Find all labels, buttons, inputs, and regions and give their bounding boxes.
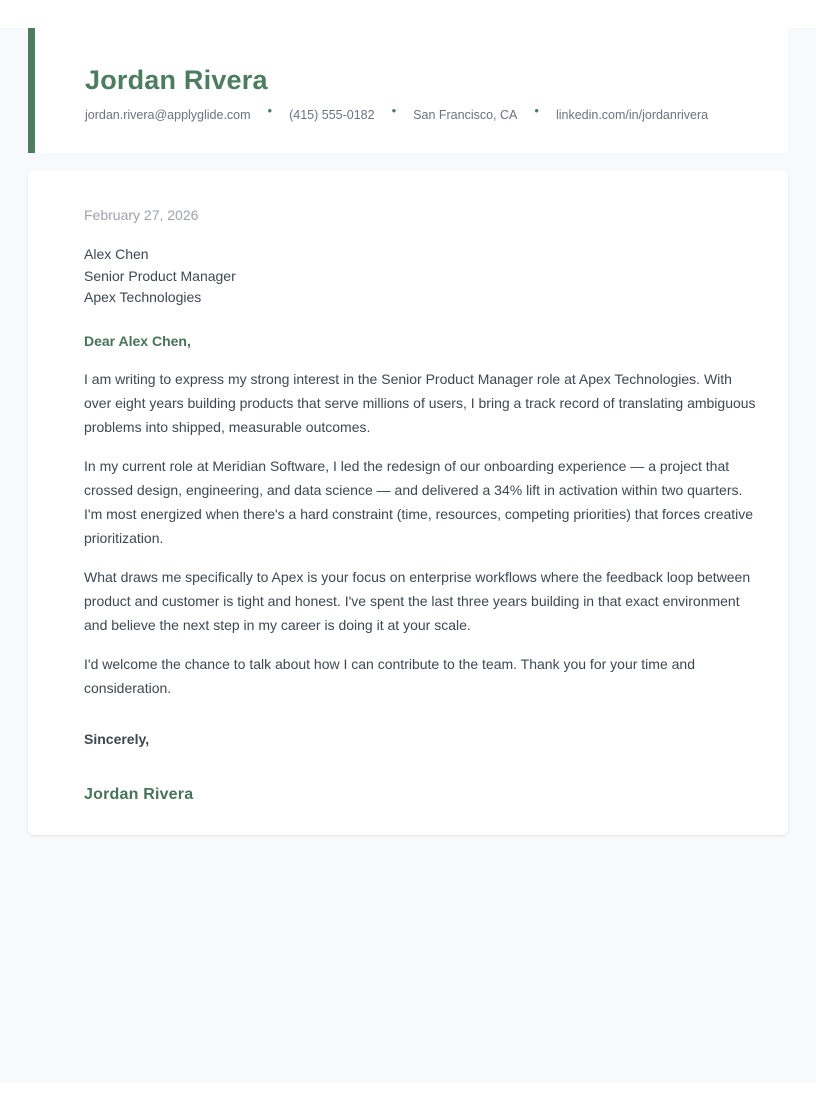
body-paragraph-1: I am writing to express my strong interest in the Senior Product Manager role at Apex Technologies. With over eight years building products that serve millions of users, I bring a track record of translating ambiguous problems into shipped, measurable outcomes. — [84, 370, 756, 435]
body-paragraph-4: I'd welcome the chance to talk about how I can contribute to the team. Thank you for your time and consideration. — [84, 655, 695, 696]
separator-dot: • — [391, 103, 397, 118]
separator-dot: • — [534, 103, 539, 118]
body-paragraph-2: In my current role at Meridian Software, I led the redesign of our onboarding experience — a project that crossed design, engineering, and data science — and delivered a 34% lift in activation within two quarters. I'm most energized when there's a hard constraint (time, resources, competing priorities) that forces creative prioritization. — [84, 457, 754, 546]
contact-location: San Francisco, CA — [413, 108, 518, 122]
signature-name: Jordan Rivera — [84, 785, 194, 803]
applicant-name: Jordan Rivera — [85, 65, 268, 95]
recipient-name: Alex Chen — [84, 246, 149, 262]
contact-line — [85, 103, 788, 123]
letter-card — [28, 170, 788, 835]
app-background — [0, 28, 816, 1082]
salutation: Dear Alex Chen, — [84, 332, 191, 349]
contact-email: jordan.rivera@applyglide.com — [85, 108, 251, 122]
separator-dot: • — [267, 103, 273, 118]
body-paragraph-3: What draws me specifically to Apex is your focus on enterprise workflows where the feedback loop between product and customer is tight and honest. I've spent the last three years building in that exact environment and believe the next step in my career is doing it at your scale. — [84, 568, 751, 633]
recipient-block — [84, 244, 758, 309]
letter-date: February 27, 2026 — [84, 207, 199, 223]
contact-phone: (415) 555-0182 — [289, 108, 375, 122]
contact-linkedin: linkedin.com/in/jordanrivera — [555, 108, 709, 122]
closing: Sincerely, — [84, 730, 150, 747]
recipient-title: Senior Product Manager — [84, 267, 236, 284]
letter-header — [28, 28, 788, 153]
recipient-company: Apex Technologies — [84, 289, 202, 305]
